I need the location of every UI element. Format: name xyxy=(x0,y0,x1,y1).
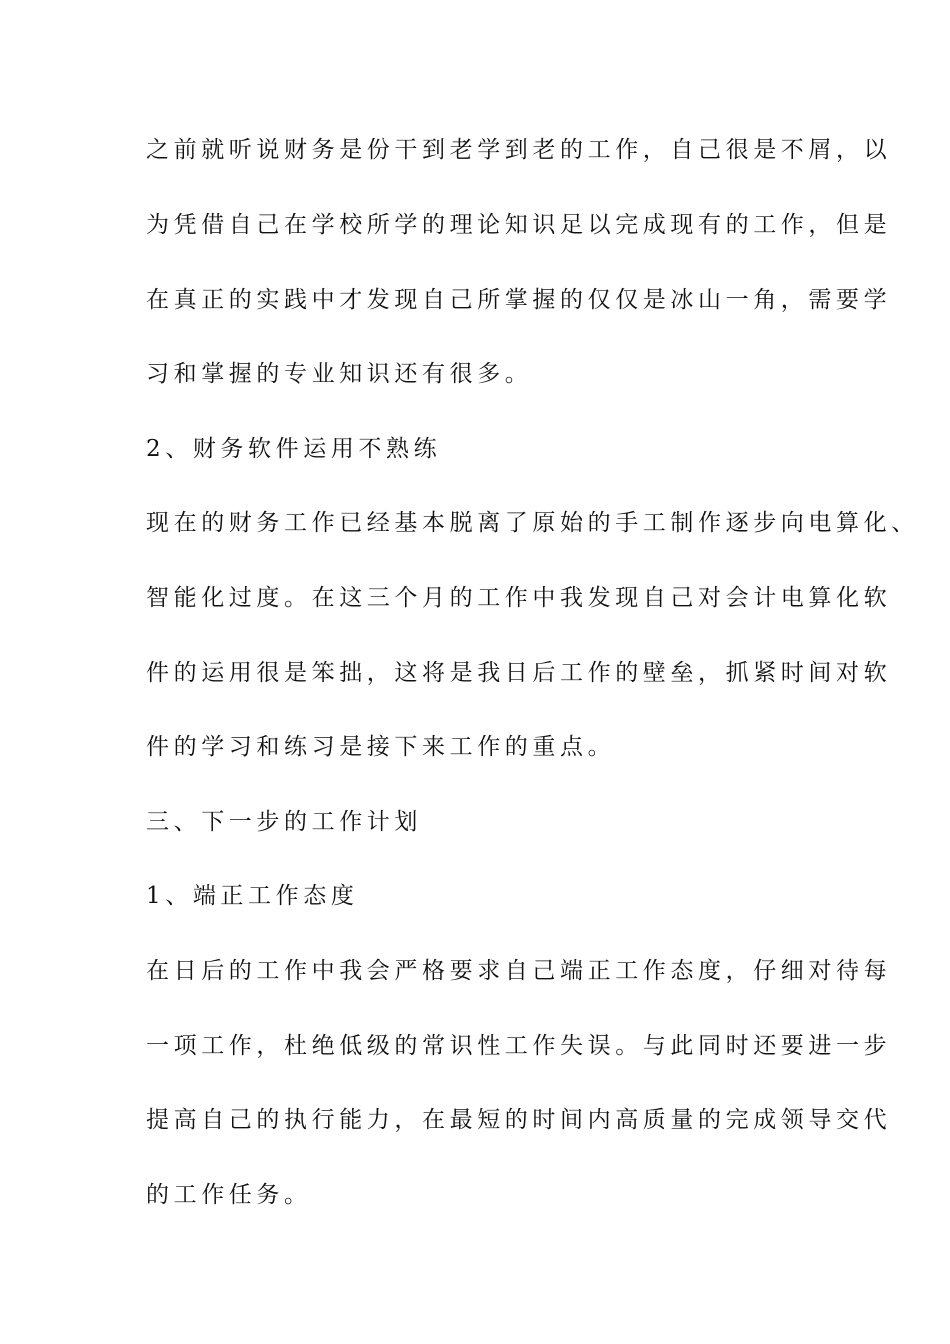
paragraph-line: 现在的财务工作已经基本脱离了原始的手工制作逐步向电算化、 xyxy=(146,510,919,536)
paragraph-line: 智能化过度。在这三个月的工作中我发现自己对会计电算化软 xyxy=(146,585,892,611)
section-heading: 三、下一步的工作计划 xyxy=(146,809,422,835)
paragraph-line: 的工作任务。 xyxy=(146,1182,312,1208)
paragraph-line: 件的运用很是笨拙，这将是我日后工作的壁垒，抓紧时间对软 xyxy=(146,660,892,686)
paragraph-line: 一项工作，杜绝低级的常识性工作失误。与此同时还要进一步 xyxy=(146,1033,892,1059)
section-heading: 2、财务软件运用不熟练 xyxy=(146,436,442,462)
paragraph-line: 在日后的工作中我会严格要求自己端正工作态度，仔细对待每 xyxy=(146,958,892,984)
paragraph-line: 之前就听说财务是份干到老学到老的工作，自己很是不屑，以 xyxy=(146,137,892,163)
paragraph-line: 在真正的实践中才发现自己所掌握的仅仅是冰山一角，需要学 xyxy=(146,287,892,313)
subsection-heading: 1、端正工作态度 xyxy=(146,883,359,909)
paragraph-line: 提高自己的执行能力，在最短的时间内高质量的完成领导交代 xyxy=(146,1107,892,1133)
paragraph-line: 习和掌握的专业知识还有很多。 xyxy=(146,361,533,387)
paragraph-line: 为凭借自己在学校所学的理论知识足以完成现有的工作，但是 xyxy=(146,212,892,238)
paragraph-line: 件的学习和练习是接下来工作的重点。 xyxy=(146,734,616,760)
